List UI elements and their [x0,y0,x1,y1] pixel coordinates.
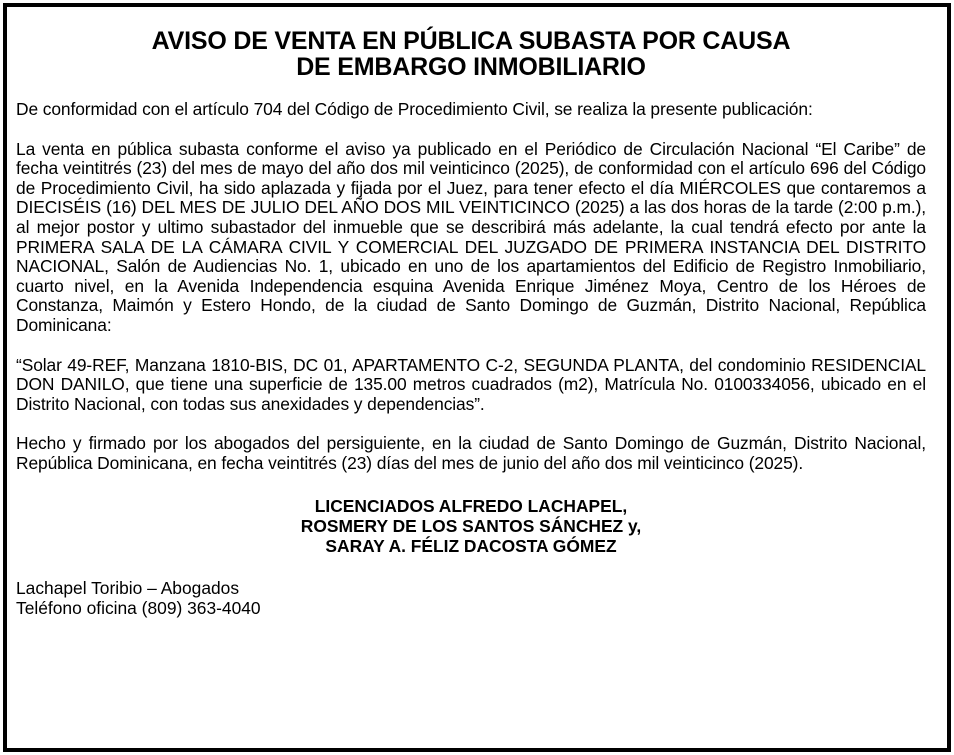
signer-line-2: ROSMERY DE LOS SANTOS SÁNCHEZ y, [300,515,642,536]
notice-title-line-2: DE EMBARGO INMOBILIARIO [296,53,646,81]
signers-block [16,496,926,556]
auction-details-paragraph: La venta en pública subasta conforme el aviso ya publicado en el Periódico de Circulación Nacional “El Caribe” de fecha veintitrés (23) del mes de mayo del año dos mil veinticinco (2025), de conformidad con el artículo 696 del Código de Procedimiento Civil, ha sido aplazada y fijada por el Juez, para tener efecto el día MIÉRCOLES que contaremos a DIECISÉIS (16) DEL MES DE JULIO DEL AÑO DOS MIL VEINTICINCO (2025) a las dos horas de la tarde (2:00 p.m.), al mejor postor y ultimo subastador del inmueble que se describirá más adelante, la cual tendrá efecto por ante la PRIMERA SALA DE LA CÁMARA CIVIL Y COMERCIAL DEL JUZGADO DE PRIMERA INSTANCIA DEL DISTRITO NACIONAL, Salón de Audiencias No. 1, ubicado en uno de los apartamientos del Edificio de Registro Inmobiliario, cuarto nivel, en la Avenida Independencia esquina Avenida Enrique Jiménez Moya, Centro de los Héroes de Constanza, Maimón y Estero Hondo, de la ciudad de Santo Domingo de Guzmán, Distrito Nacional, República Dominicana: [16,138,926,335]
contact-block [16,578,926,618]
intro-paragraph: De conformidad con el artículo 704 del Código de Procedimiento Civil, se realiza la presente publicación: [16,99,813,119]
firm-name: Lachapel Toribio – Abogados [16,577,240,598]
notice-content [16,28,926,618]
signer-line-1: LICENCIADOS ALFREDO LACHAPEL, [314,495,628,516]
notice-title-line-1: AVISO DE VENTA EN PÚBLICA SUBASTA POR CAUSA [151,27,791,55]
office-phone: Teléfono oficina (809) 363-4040 [16,597,261,618]
signer-line-3: SARAY A. FÉLIZ DACOSTA GÓMEZ [325,535,617,556]
property-description-paragraph: “Solar 49-REF, Manzana 1810-BIS, DC 01, APARTAMENTO C-2, SEGUNDA PLANTA, del condominio RESIDENCIAL DON DANILO, que tiene una superficie de 135.00 metros cuadrados (m2), Matrícula No. 0100334056, ubicado en el Distrito Nacional, con todas sus anexidades y dependencias”. [16,354,926,414]
notice-title [16,28,926,80]
signing-paragraph: Hecho y firmado por los abogados del persiguiente, en la ciudad de Santo Domingo de Guzmán, Distrito Nacional, República Dominicana, en fecha veintitrés (23) días del mes de junio del año dos mil veinticinco (2025). [16,433,926,473]
